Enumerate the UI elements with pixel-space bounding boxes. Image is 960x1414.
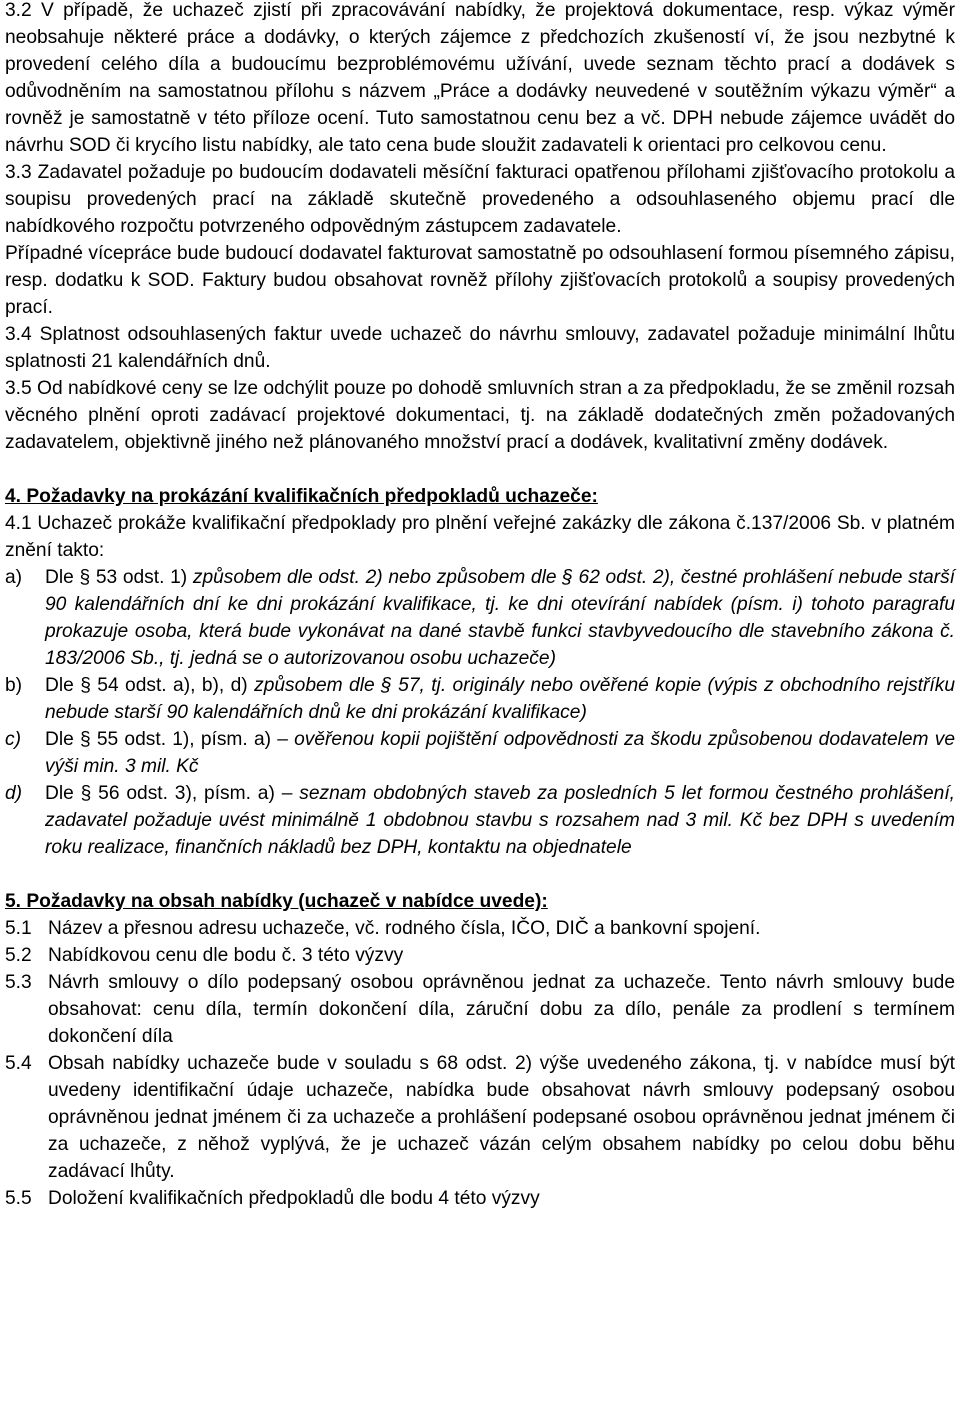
list-item-text: Název a přesnou adresu uchazeče, vč. rodného čísla, IČO, DIČ a bankovní spojení.	[48, 918, 761, 939]
heading-section-5: 5. Požadavky na obsah nabídky (uchazeč v nabídce uvede):	[5, 891, 548, 912]
paragraph-3-3: 3.3 Zadavatel požaduje po budoucím dodavateli měsíční fakturaci opatřenou přílohami zjišťovacího protokolu a soupisu provedených prací na základě skutečně provedeného a odsouhlaseného objemu prací dle nabídkového rozpočtu potvrzeného odpovědným zástupcem zadavatele.	[5, 162, 955, 237]
heading-section-4: 4. Požadavky na prokázání kvalifikačních předpokladů uchazeče:	[5, 486, 598, 507]
list-item-label: d)	[5, 783, 23, 804]
list-item-number: 5.1	[5, 918, 32, 939]
paragraph-3-5: 3.5 Od nabídkové ceny se lze odchýlit pouze po dohodě smluvních stran a za předpokladu, že se změnil rozsah věcného plnění oproti zadávací projektové dokumentaci, tj. na základě dodatečných změn požadovaných zadavatelem, objektivně jiného než plánovaného množství prací a dodávek, kvalitativní změny dodávek.	[5, 378, 955, 453]
list-item-rest: – ověřenou kopii pojištění odpovědnosti za škodu způsobenou dodavatelem ve výši min. 3 mil. Kč	[45, 729, 956, 777]
list-item-label: a)	[5, 567, 23, 588]
list-item-number: 5.4	[5, 1053, 32, 1074]
list-item-number: 5.5	[5, 1188, 32, 1209]
paragraph-4-1: 4.1 Uchazeč prokáže kvalifikační předpoklady pro plnění veřejné zakázky dle zákona č.137/2006 Sb. v platném znění takto:	[5, 513, 955, 561]
list-item	[5, 564, 955, 672]
list-item	[5, 969, 955, 1050]
list-item-text: Obsah nabídky uchazeče bude v souladu s 68 odst. 2) výše uvedeného zákona, tj. v nabídce musí být uvedeny identifikační údaje uchazeče, nabídka bude obsahovat návrh smlouvy podepsaný osobou oprávněnou jednat jménem či za uchazeče a prohlášení podepsané osobou oprávněnou jednat jménem či za uchazeče, z něhož vyplývá, že je uchazeč vázán celým obsahem nabídky po celou dobu běhu zadávací lhůty.	[48, 1053, 955, 1182]
list-item-text	[45, 564, 955, 672]
list-item-number: 5.2	[5, 945, 32, 966]
list-item-text: Návrh smlouvy o dílo podepsaný osobou oprávněnou jednat za uchazeče. Tento návrh smlouvy bude obsahovat: cenu díla, termín dokončení díla, záruční dobu za dílo, penále za prodlení s termínem dokončení díla	[48, 972, 955, 1047]
list-item	[5, 1185, 955, 1212]
paragraph-3-3-extra-work: Případné vícepráce bude budoucí dodavatel fakturovat samostatně po odsouhlasení formou písemného zápisu, resp. dodatku k SOD. Faktury budou obsahovat rovněž přílohy zjišťovacích protokolů a soupisy provedených prací.	[5, 243, 955, 318]
list-item-text	[45, 780, 955, 861]
list-item-lead: Dle § 55 odst. 1), písm. a)	[45, 729, 272, 750]
list-item-rest: způsobem dle § 57, tj. originály nebo ověřené kopie (výpis z obchodního rejstříku nebude starší 90 kalendářních dnů ke dni prokázání kvalifikace)	[45, 675, 955, 723]
list-item-text	[45, 726, 955, 780]
list-item	[5, 780, 955, 861]
qualification-list	[5, 564, 955, 861]
list-item-rest: – seznam obdobných staveb za posledních 5 let formou čestného prohlášení, zadavatel požaduje uvést minimálně 1 obdobnou stavbu s rozsahem nad 3 mil. Kč bez DPH s uvedením roku realizace, finančních nákladů bez DPH, kontaktu na objednatele	[45, 783, 956, 858]
offer-content-list	[5, 915, 955, 1212]
list-item	[5, 915, 955, 942]
list-item	[5, 942, 955, 969]
paragraph-3-4: 3.4 Splatnost odsouhlasených faktur uvede uchazeč do návrhu smlouvy, zadavatel požaduje minimální lhůtu splatnosti 21 kalendářních dnů.	[5, 324, 955, 372]
list-item-lead: Dle § 56 odst. 3), písm. a)	[45, 783, 275, 804]
list-item-lead: Dle § 54 odst. a), b), d)	[45, 675, 248, 696]
list-item	[5, 726, 955, 780]
list-item	[5, 1050, 955, 1185]
list-item-rest: způsobem dle odst. 2) nebo způsobem dle § 62 odst. 2), čestné prohlášení nebude starší 90 kalendářních dní ke dni prokázání kvalifikace, tj. ke dni otevírání nabídek (písm. i) tohoto paragrafu prokazuje osoba, která bude vykonávat na dané stavbě funkci stavbyvedoucího dle stavebního zákona č. 183/2006 Sb., tj. jedná se o autorizovanou osobu uchazeče)	[45, 567, 955, 669]
list-item-number: 5.3	[5, 972, 32, 993]
list-item-text: Nabídkovou cenu dle bodu č. 3 této výzvy	[48, 945, 404, 966]
list-item	[5, 672, 955, 726]
paragraph-3-2: 3.2 V případě, že uchazeč zjistí při zpracovávání nabídky, že projektová dokumentace, resp. výkaz výměr neobsahuje některé práce a dodávky, o kterých zájemce z předchozích zkušeností ví, že jsou nezbytné k provedení celého díla a budoucímu bezproblémovému užívání, uvede seznam těchto prací a dodávek s odůvodněním na samostatnou přílohu s názvem „Práce a dodávky neuvedené v soutěžním výkazu výměr“ a rovněž je samostatně v této příloze ocení. Tuto samostatnou cenu bez a vč. DPH nebude zájemce uvádět do návrhu SOD či krycího listu nabídky, ale tato cena bude sloužit zadavateli k orientaci pro celkovou cenu.	[5, 0, 955, 156]
list-item-text	[45, 672, 955, 726]
list-item-label: b)	[5, 675, 23, 696]
list-item-text: Doložení kvalifikačních předpokladů dle bodu 4 této výzvy	[48, 1188, 540, 1209]
list-item-lead: Dle § 53 odst. 1)	[45, 567, 188, 588]
document-page	[5, 0, 955, 1212]
list-item-label: c)	[5, 729, 21, 750]
